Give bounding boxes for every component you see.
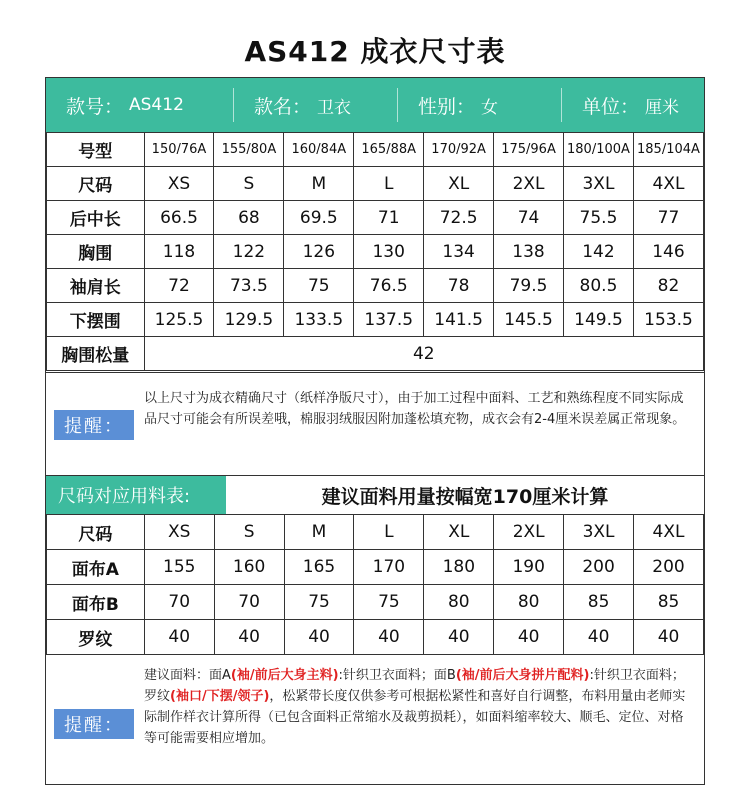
table-cell: 3XL <box>564 515 634 550</box>
row-label: 面布B <box>47 585 145 620</box>
table-cell: 76.5 <box>354 269 424 303</box>
style-name-label: 款名： <box>254 95 312 118</box>
table-cell: 160/84A <box>284 133 354 167</box>
table-cell: 155 <box>144 550 214 585</box>
table-cell: 71 <box>354 201 424 235</box>
table-cell: 190 <box>494 550 564 585</box>
table-row <box>47 269 704 303</box>
table-cell: 145.5 <box>494 303 564 337</box>
fabric-bar <box>46 475 704 514</box>
note-fabric <box>46 654 704 784</box>
table-row <box>47 167 704 201</box>
note-precision <box>46 372 704 475</box>
style-number-label: 款号： <box>66 95 124 118</box>
style-number-value: AS412 <box>129 95 184 115</box>
table-cell: 149.5 <box>563 303 633 337</box>
note-precision-text: 以上尺寸为成衣精确尺寸（纸样净版尺寸），由于加工过程中面料、工艺和熟练程度不同实际成品尺寸可能会有所误差哦，棉服羽绒服因附加蓬松填充物，成衣会有2-4厘米误差属正常现象。 <box>144 391 686 427</box>
table-cell: 78 <box>424 269 494 303</box>
note-fabric-part-1: 建议面料：面A <box>144 668 231 683</box>
page-title: AS412 成衣尺寸表 <box>244 35 506 68</box>
table-cell: 40 <box>284 620 354 655</box>
table-cell: 137.5 <box>354 303 424 337</box>
info-header <box>46 78 704 132</box>
table-cell: 160 <box>214 550 284 585</box>
table-cell: S <box>214 167 284 201</box>
fabric-bar-subtitle: 建议面料用量按幅宽170厘米计算 <box>321 485 609 508</box>
fabric-bar-title: 尺码对应用料表: <box>46 476 226 514</box>
style-name-cell <box>234 88 398 122</box>
table-cell: 40 <box>354 620 424 655</box>
table-cell: 130 <box>354 235 424 269</box>
table-cell: S <box>214 515 284 550</box>
table-cell: 170 <box>354 550 424 585</box>
table-cell: 40 <box>564 620 634 655</box>
table-cell: 80.5 <box>563 269 633 303</box>
unit-label: 单位： <box>582 95 640 118</box>
style-number-cell <box>46 88 234 122</box>
table-cell: 180 <box>424 550 494 585</box>
table-cell: L <box>354 167 424 201</box>
gender-cell <box>398 88 562 122</box>
unit-cell <box>562 88 704 122</box>
table-cell: 153.5 <box>633 303 703 337</box>
row-label: 尺码 <box>47 167 145 201</box>
note-fabric-highlight-1: (袖/前后大身主料) <box>230 668 339 683</box>
table-row <box>47 235 704 269</box>
reminder-badge: 提醒： <box>54 410 134 440</box>
table-cell: 75 <box>354 585 424 620</box>
table-cell: 165/88A <box>354 133 424 167</box>
table-cell: XS <box>144 515 214 550</box>
row-label: 胸围 <box>47 235 145 269</box>
table-cell: 69.5 <box>284 201 354 235</box>
table-cell: 2XL <box>494 167 564 201</box>
row-label: 后中长 <box>47 201 145 235</box>
table-row <box>47 550 704 585</box>
note-fabric-text <box>144 665 696 749</box>
table-cell: M <box>284 167 354 201</box>
table-cell: 175/96A <box>494 133 564 167</box>
table-cell: 72.5 <box>424 201 494 235</box>
note-fabric-highlight-2: (袖/前后大身拼片配料) <box>455 668 590 683</box>
gender-value: 女 <box>481 97 499 118</box>
unit-value: 厘米 <box>645 97 680 118</box>
table-cell: 80 <box>424 585 494 620</box>
table-cell: 79.5 <box>494 269 564 303</box>
table-cell: 165 <box>284 550 354 585</box>
table-cell: 68 <box>214 201 284 235</box>
table-cell: 40 <box>424 620 494 655</box>
gender-label: 性别： <box>418 95 476 118</box>
table-cell: 118 <box>144 235 214 269</box>
row-label: 下摆围 <box>47 303 145 337</box>
ease-label: 胸围松量 <box>47 337 145 371</box>
table-row <box>47 620 704 655</box>
table-cell: 200 <box>564 550 634 585</box>
ease-row <box>47 337 704 371</box>
table-cell: 40 <box>634 620 704 655</box>
table-cell: 200 <box>634 550 704 585</box>
table-row <box>47 303 704 337</box>
row-label: 面布A <box>47 550 145 585</box>
table-row <box>47 201 704 235</box>
table-cell: 72 <box>144 269 214 303</box>
table-cell: 138 <box>494 235 564 269</box>
row-label: 罗纹 <box>47 620 145 655</box>
table-cell: 146 <box>633 235 703 269</box>
ease-value: 42 <box>144 337 703 371</box>
table-cell: 4XL <box>634 515 704 550</box>
table-cell: 133.5 <box>284 303 354 337</box>
table-cell: 4XL <box>633 167 703 201</box>
note-fabric-highlight-3: (袖口/下摆/领子) <box>170 689 270 704</box>
table-cell: 126 <box>284 235 354 269</box>
table-cell: 82 <box>633 269 703 303</box>
table-cell: 75 <box>284 585 354 620</box>
table-cell: 3XL <box>563 167 633 201</box>
table-cell: 77 <box>633 201 703 235</box>
table-cell: 142 <box>563 235 633 269</box>
table-row <box>47 133 704 167</box>
table-cell: 85 <box>564 585 634 620</box>
table-cell: 75 <box>284 269 354 303</box>
table-cell: 122 <box>214 235 284 269</box>
table-cell: 80 <box>494 585 564 620</box>
table-cell: 40 <box>494 620 564 655</box>
size-table <box>46 132 704 371</box>
note-fabric-part-3: :针织卫衣面料；罗纹 <box>144 668 685 704</box>
table-cell: 40 <box>144 620 214 655</box>
table-row <box>47 585 704 620</box>
note-fabric-part-4: ，松紧带长度仅供参考可根据松紧性和喜好自行调整，布料用量由老师实际制作样衣计算所得（已包含面料正常缩水及裁剪损耗），如面料缩率较大、顺毛、定位、对格等可能需要相应增加。 <box>144 689 686 746</box>
table-cell: 70 <box>144 585 214 620</box>
table-cell: 129.5 <box>214 303 284 337</box>
table-cell: 185/104A <box>633 133 703 167</box>
table-cell: 75.5 <box>563 201 633 235</box>
table-cell: 141.5 <box>424 303 494 337</box>
table-cell: 150/76A <box>144 133 214 167</box>
table-cell: 134 <box>424 235 494 269</box>
note-fabric-part-2: :针织卫衣面料；面B <box>338 668 456 683</box>
table-row <box>47 515 704 550</box>
table-cell: 125.5 <box>144 303 214 337</box>
table-cell: 73.5 <box>214 269 284 303</box>
size-chart-frame <box>45 77 705 785</box>
table-cell: XL <box>424 515 494 550</box>
table-cell: 74 <box>494 201 564 235</box>
table-cell: 155/80A <box>214 133 284 167</box>
table-cell: 2XL <box>494 515 564 550</box>
table-cell: 70 <box>214 585 284 620</box>
row-label: 袖肩长 <box>47 269 145 303</box>
table-cell: 85 <box>634 585 704 620</box>
table-cell: XL <box>424 167 494 201</box>
row-label: 号型 <box>47 133 145 167</box>
table-cell: XS <box>144 167 214 201</box>
table-cell: M <box>284 515 354 550</box>
table-cell: 40 <box>214 620 284 655</box>
style-name-value: 卫衣 <box>317 97 352 118</box>
reminder-badge-2: 提醒： <box>54 709 134 739</box>
fabric-table <box>46 514 704 655</box>
row-label: 尺码 <box>47 515 145 550</box>
table-cell: 180/100A <box>563 133 633 167</box>
table-cell: 66.5 <box>144 201 214 235</box>
table-cell: 170/92A <box>424 133 494 167</box>
table-cell: L <box>354 515 424 550</box>
